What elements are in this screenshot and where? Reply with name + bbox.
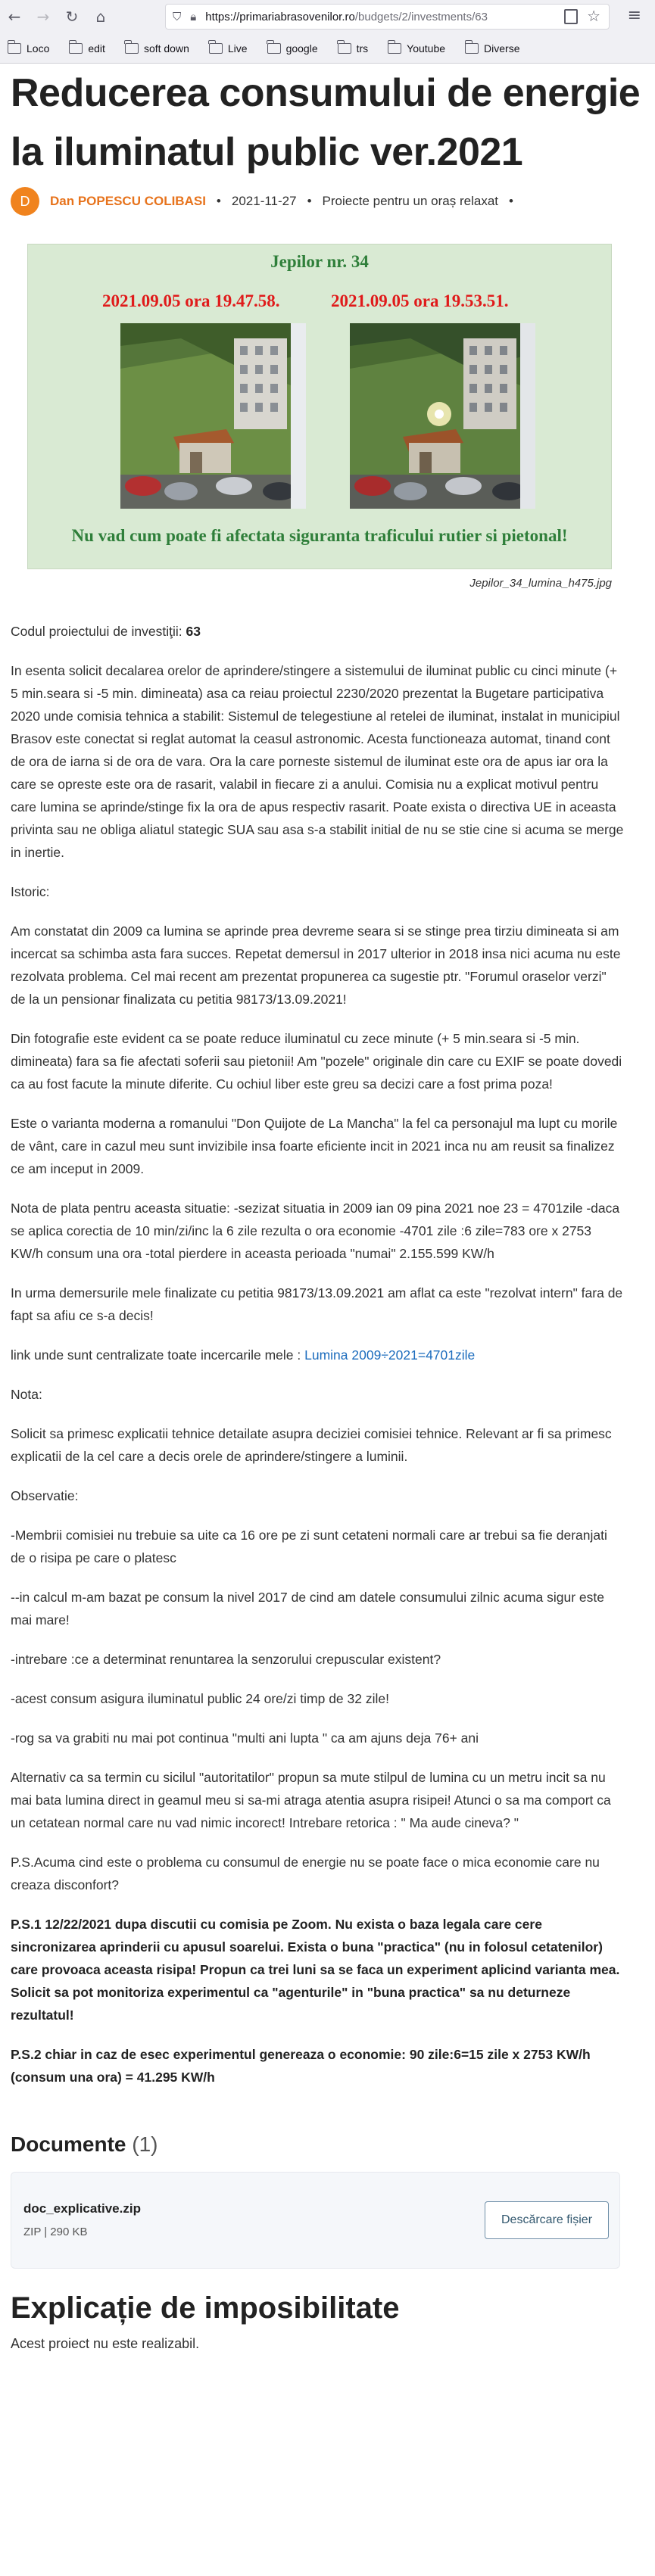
paragraph: Nota: (11, 1387, 42, 1402)
figure-caption: Nu vad cum poate fi afectata siguranta traficului rutier si pietonal! (71, 526, 568, 545)
back-icon[interactable]: ← (8, 8, 21, 26)
paragraph: P.S.Acuma cind este o problema cu consumul de energie nu se poate face o mica economie care nu creaza disconfort? (11, 1855, 600, 1892)
paragraph: Istoric: (11, 884, 50, 899)
separator-dot: • (307, 194, 312, 208)
impossibility-text: Acest proiect nu este realizabil. (11, 2336, 200, 2351)
menu-icon[interactable]: ≡ (627, 6, 641, 25)
bookmark-folder[interactable] (69, 42, 105, 55)
link-prefix: link unde sunt centralizate toate incercarile mele : (11, 1347, 305, 1363)
folder-icon (338, 43, 351, 54)
url-path: /budgets/2/investments/63 (354, 10, 488, 23)
bookmark-star-icon[interactable]: ☆ (587, 7, 600, 25)
bookmark-folder[interactable] (8, 42, 49, 55)
bookmark-folder[interactable] (388, 42, 445, 55)
paragraph: Nota de plata pentru aceasta situatie: -sezizat situatia in 2009 ian 09 pina 2021 noe 23 = 4701zile -daca se aplica corectia de 10 min/zi/inc la 6 zile rezulta o ora economie -4701 zile :6 zile=783 ore x 2753 KW/h consum una ora -total pierdere in aceasta perioada "numai" 2.155.599 KW/h (11, 1201, 620, 1261)
paragraph: Solicit sa primesc explicatii tehnice detailate asupra deciziei comisiei tehnice. Relevant ar fi sa primesc explicatii de la cel care a decis orele de aprindere/stingere a luminii. (11, 1426, 612, 1464)
paragraph-bold (11, 2043, 624, 2089)
bookmark-folder[interactable] (465, 42, 519, 55)
document-card (11, 2172, 620, 2269)
impossibility-heading: Explicație de imposibilitate (11, 2291, 400, 2325)
bookmark-folder[interactable] (338, 42, 369, 55)
photo-left (120, 323, 306, 509)
paragraph: --in calcul m-am bazat pe consum la nivel 2017 de cind am datele consumului zilnic acuma sigur este mai mare! (11, 1590, 604, 1628)
folder-icon (69, 43, 83, 54)
browser-chrome (0, 0, 655, 64)
category-link[interactable]: Proiecte pentru un oraș relaxat (322, 194, 498, 208)
paragraph: -Membrii comisiei nu trebuie sa uite ca 16 ore pe zi sunt cetateni normali care ar trebui sa fie deranjati de o risipa pe care o platesc (11, 1528, 607, 1565)
bookmark-label: Diverse (484, 42, 520, 55)
figure-title: Jepilor nr. 34 (270, 252, 369, 271)
paragraph: Observatie: (11, 1488, 79, 1503)
document-name: doc_explicative.zip (23, 2201, 141, 2216)
avatar[interactable]: D (11, 187, 39, 216)
url-host: https://primariabrasovenilor.ro (205, 10, 355, 23)
title-line-1: Reducerea consumului de energie (11, 71, 641, 115)
photo-left-illustration (120, 323, 306, 509)
paragraph: Alternativ ca sa termin cu sicilul "autoritatilor" propun sa mute stilpul de lumina cu un metru incit sa nu mai bata lumina direct in geamul meu si sa-mi atraga atentia asupra risipei! Atunci o sa ma comport ca un cetatean normal care nu vad nimic incorect! Intrebare retorica : " Ma aude cineva? " (11, 1770, 611, 1830)
project-code-label: Codul proiectului de investiţii: (11, 624, 182, 639)
download-file-button[interactable]: Descărcare fișier (485, 2201, 609, 2239)
folder-icon (209, 43, 223, 54)
forward-icon[interactable]: → (36, 8, 50, 26)
paragraph: Am constatat din 2009 ca lumina se aprinde prea devreme seara si se stinge prea tirziu dimineata si am incercat sa schimba asta fara succes. Repetat demersul in 2017 ulterior in 2018 insa nici acuma nu este rezolvata problema. Cel mai recent am prezentat propunerea ca sugestie ptr. "Forumul oraselor verzi" de la un pensionar finalizata cu petitia 98173/13.09.2021! (11, 924, 621, 1007)
shield-icon[interactable]: ⛉ (173, 10, 182, 23)
bookmarks-bar (0, 35, 655, 62)
figure-date-left: 2021.09.05 ora 19.47.58. (102, 291, 280, 310)
page-title (11, 64, 655, 182)
project-code-value: 63 (186, 624, 201, 639)
paragraph: Este o varianta moderna a romanului "Don Quijote de La Mancha" la fel ca personajul ma lupt cu morile de vânt, care in cazul meu sunt invizibile insa foarte eficiente incit in 2021 inca nu am reusit sa finalizez ce am inceput in 2009. (11, 1116, 618, 1176)
bookmark-label: Live (227, 42, 248, 55)
paragraph: In esenta solicit decalarea orelor de aprindere/stingere a sistemului de iluminat public cu cinci minute (+ 5 min.seara si -5 min. dimineata) asa ca reiau proiectul 2230/2020 prezentat la Bugetare participativa 2020 unde comisia tehnica a stabilit: Sistemul de telegestiune al retelei de iluminat, instalat in municipiul Brasov este conectat si reglat automat la ceasul astronomic. Acesta functioneaza automat, tinand cont de ora de iarna si de ora de vara. Ora la care porneste sistemul de iluminat este ora de apus iar ora la care se opreste este ora de rasarit, valabil in fiecare zi a anului. Comisia nu a explicat motivul pentru care lumina se aprinde/stinge fix la ora de apus respectiv rasarit. Poate exista o directiva UE in aceasta privinta sau ne obliga aliatul stategic SUA sau asa s-a stabilit initial de nu se stie cine si acuma se merge in inertie. (11, 663, 624, 860)
separator-dot: • (509, 194, 513, 208)
folder-icon (465, 43, 479, 54)
documents-heading (11, 2132, 655, 2157)
history-link[interactable]: Lumina 2009÷2021=4701zile (304, 1347, 476, 1363)
ps2-text: P.S.2 chiar in caz de esec experimentul genereaza o economie: 90 zile:6=15 zile x 2753 KW/h (consum una ora) = 41.295 KW/h (11, 2047, 591, 2085)
title-line-2: la iluminatul public ver.2021 (11, 130, 523, 174)
photo-right-illustration (350, 323, 535, 509)
bookmark-label: Youtube (407, 42, 446, 55)
folder-icon (267, 43, 281, 54)
url-bar[interactable] (165, 4, 610, 30)
author-link[interactable]: Dan POPESCU COLIBASI (50, 194, 206, 208)
bookmark-label: soft down (143, 42, 189, 55)
article-meta (11, 186, 655, 216)
bookmark-label: trs (356, 42, 369, 55)
reader-view-icon[interactable] (564, 9, 578, 24)
home-icon[interactable]: ⌂ (95, 8, 106, 26)
paragraph: Din fotografie este evident ca se poate reduce iluminatul cu zece minute (+ 5 min.seara si -5 min. dimineata) fara sa fie afectati soferii sau pietonii! Am "pozele" originale din care cu EXIF se poate dovedi ca au fost facute la minute diferite. Cu ochiul liber este greu sa decizi care a fost prima poza! (11, 1031, 622, 1092)
separator-dot: • (216, 194, 221, 208)
figure-date-right: 2021.09.05 ora 19.53.51. (331, 291, 509, 310)
photo-right (350, 323, 535, 509)
documents-title: Documente (11, 2132, 126, 2156)
project-image (27, 244, 612, 569)
reload-icon[interactable]: ↻ (65, 8, 79, 26)
folder-icon (388, 43, 401, 54)
bookmark-folder[interactable] (209, 42, 248, 55)
bookmark-label: edit (88, 42, 105, 55)
bookmark-label: google (285, 42, 318, 55)
lock-icon[interactable]: 🔒︎ (190, 10, 197, 23)
documents-count: (1) (132, 2132, 158, 2156)
paragraph: -acest consum asigura iluminatul public 24 ore/zi timp de 32 zile! (11, 1691, 389, 1706)
project-description (11, 620, 624, 2089)
project-code (11, 620, 624, 643)
article-page (0, 64, 655, 2352)
publish-date: 2021-11-27 (231, 194, 297, 208)
bookmark-folder[interactable] (267, 42, 318, 55)
folder-icon (8, 43, 21, 54)
paragraph-bold (11, 1913, 624, 2026)
bookmark-folder[interactable] (125, 42, 189, 55)
paragraph: -rog sa va grabiti nu mai pot continua "multi ani lupta " ca am ajuns deja 76+ ani (11, 1730, 479, 1746)
document-meta: ZIP | 290 KB (23, 2226, 88, 2238)
ps1-text: P.S.1 12/22/2021 dupa discutii cu comisia pe Zoom. Nu exista o baza legala care cere sincronizarea aprinderii cu apusul soarelui. Exista o buna "practica" (nu in folosul cetatenilor) care provoaca aceasta risipa! Propun ca trei luni sa se faca un experiment aplicind varianta mea. Solicit sa pot monitoriza experimentul ca "agenturile" in "buna practica" sa nu deturneze rezultatul! (11, 1917, 620, 2023)
image-filename: Jepilor_34_lumina_h475.jpg (469, 577, 612, 590)
folder-icon (125, 43, 139, 54)
paragraph: In urma demersurile mele finalizate cu petitia 98173/13.09.2021 am aflat ca este "rezolvat intern" fara de fapt sa afiu ce s-a decis! (11, 1285, 623, 1323)
bookmark-label: Loco (27, 42, 50, 55)
paragraph (11, 1344, 624, 1366)
paragraph: -intrebare :ce a determinat renuntarea la senzorului crepuscular existent? (11, 1652, 441, 1667)
